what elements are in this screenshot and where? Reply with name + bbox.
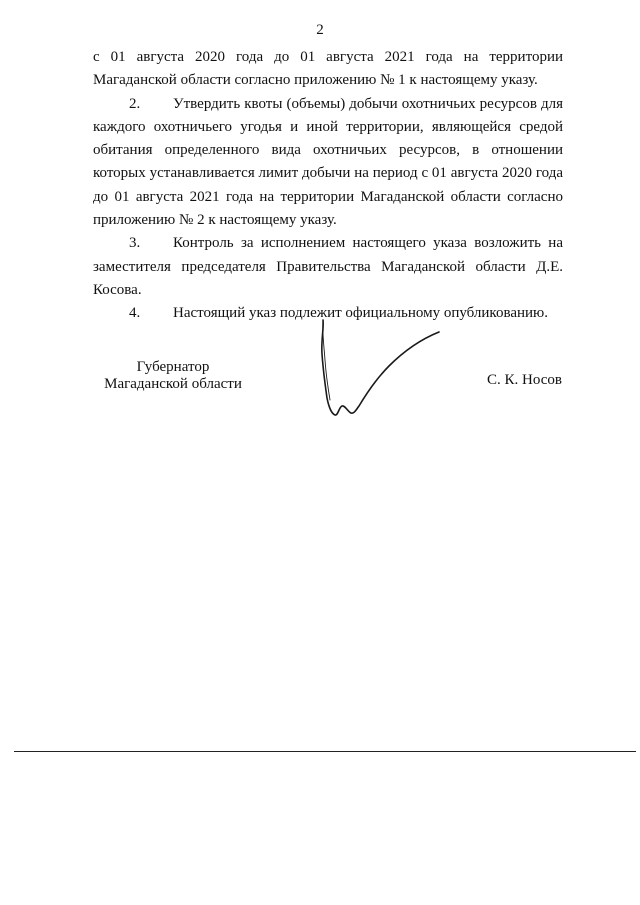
paragraph-text: Настоящий указ подлежит официальному опубликованию. [173, 305, 549, 322]
signatory-title-line-2: Магаданской области [104, 376, 242, 392]
page-number: 2 [316, 22, 324, 38]
paragraph-continuation [93, 46, 563, 93]
paragraph-number: 4. [129, 305, 141, 322]
paragraph-text: с 01 августа 2020 года до 01 августа 2021 года на территории Магаданской области согласно приложению № 1 к настоящему указу. [93, 49, 563, 89]
paragraph-number: 3. [129, 235, 141, 252]
handwritten-signature [315, 318, 445, 424]
horizontal-divider [14, 751, 636, 752]
paragraph-item-2 [93, 93, 563, 233]
paragraph-number: 2. [129, 95, 141, 112]
paragraph-text: Утвердить квоты (объемы) добычи охотничьих ресурсов для каждого охотничьего угодья и иной территории, являющейся средой обитания определенного вида охотничьих ресурсов, в отношении которых устанавливается лимит добычи на период с 01 августа 2020 года до 01 августа 2021 года на территории Магаданской области согласно приложению № 2 к настоящему указу. [93, 95, 563, 229]
document-body [93, 46, 563, 326]
signatory-title-line-1: Губернатор [136, 359, 210, 375]
paragraph-text: Контроль за исполнением настоящего указа возложить на заместителя председателя Правительства Магаданской области Д.Е. Косова. [93, 235, 563, 298]
signatory-title [93, 359, 253, 393]
signatory-name: С. К. Носов [487, 372, 562, 388]
paragraph-item-3 [93, 232, 563, 302]
